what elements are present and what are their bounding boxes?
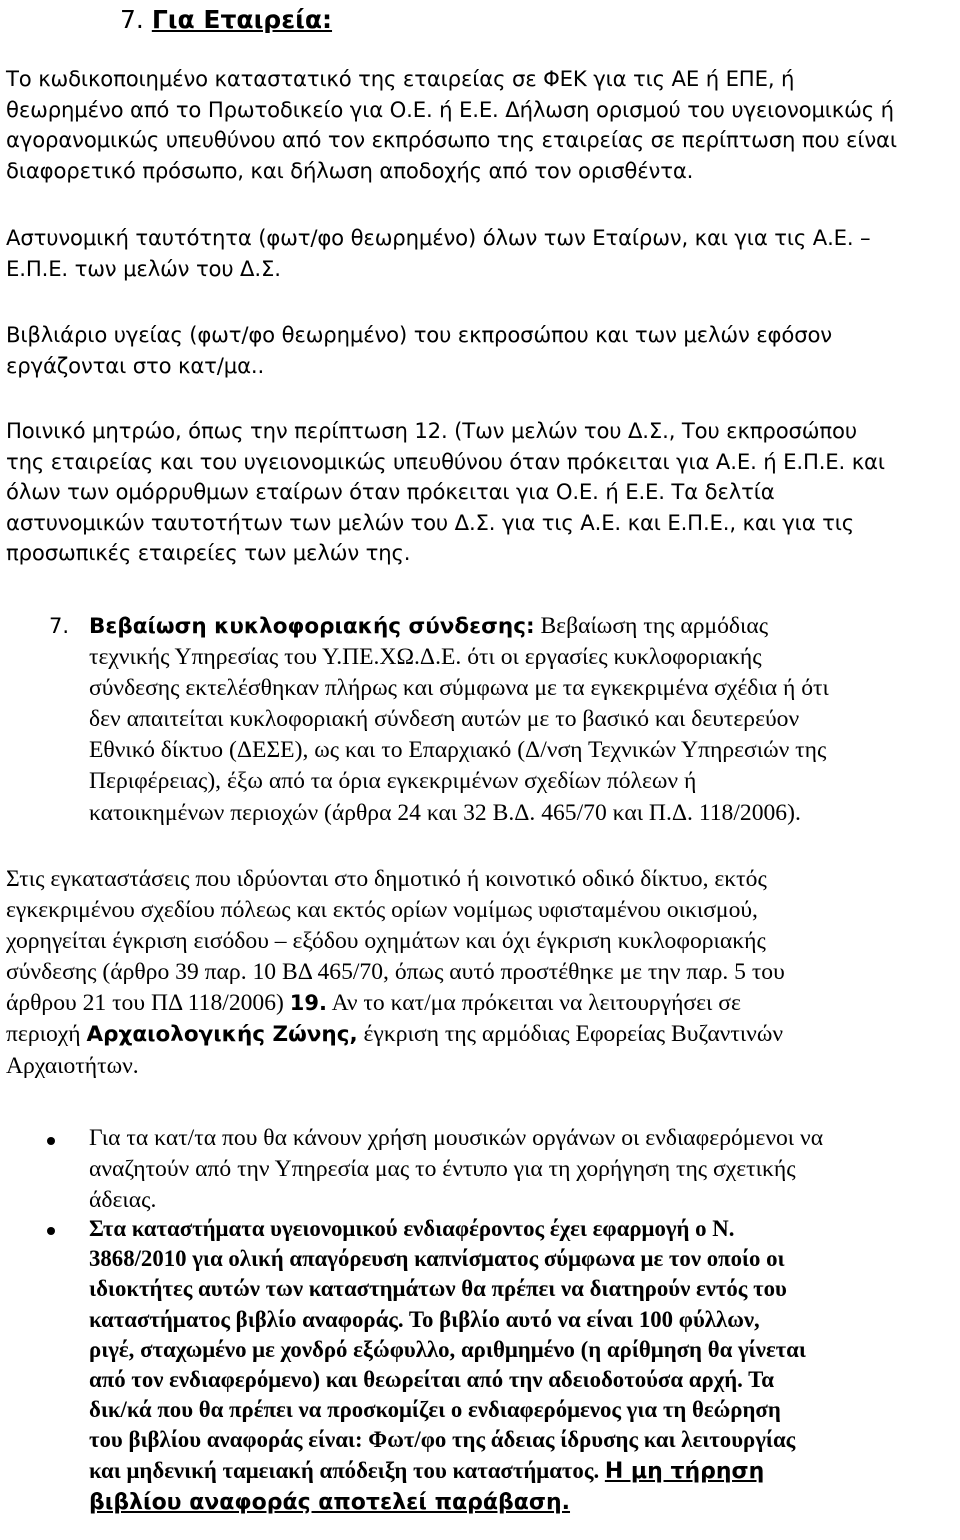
violation-warning: Η μη τήρηση [604, 1458, 765, 1484]
text-line: κατοικημένων περιοχών (άρθρα 24 και 32 Β.Δ. 465/70 και Π.Δ. 118/2006). [89, 799, 801, 826]
text-line: Εθνικό δίκτυο (ΔΕΣΕ), ως και το Επαρχιακό (Δ/νση Τεχνικών Υπηρεσιών της [89, 737, 827, 764]
music-instruments-item [89, 1123, 823, 1216]
text-fragment: περιοχή [6, 1021, 87, 1048]
text-line: χορηγείται έγκριση εισόδου – εξόδου οχημάτων και όχι έγκριση κυκλοφοριακής [6, 928, 766, 955]
text-line: Στα καταστήματα υγειονομικού ενδιαφέροντος έχει εφαρμογή ο Ν. [89, 1216, 735, 1241]
text-line: καταστήματος βιβλίο αναφοράς. Το βιβλίο αυτό να είναι 100 φύλλων, [89, 1306, 760, 1332]
text-line: όλων των ομόρρυθμων εταίρων όταν πρόκειται για Ο.Ε. ή Ε.Ε. Τα δελτία [6, 479, 775, 505]
text-line: προσωπικές εταιρείες των μελών της. [6, 540, 411, 566]
health-book-paragraph [6, 320, 832, 381]
text-line: σύνδεσης εκτελέσθηκαν πλήρως και σύμφωνα με τα εγκεκριμένα σχέδια ή ότι [89, 675, 829, 702]
text-line: ριγέ, σταχωμένο με χονδρό εξώφυλλο, αριθμημένο (η αρίθμηση θα γίνεται [89, 1336, 806, 1362]
text-line: Αρχαιοτήτων. [6, 1052, 139, 1079]
text-line: του βιβλίου αναφοράς είναι: Φωτ/φο της άδειας ίδρυσης και λειτουργίας [89, 1427, 796, 1453]
section-heading [120, 2, 332, 38]
text-fragment: Βεβαίωση της αρμόδιας [534, 613, 769, 639]
text-line: Το κωδικοποιημένο καταστατικό της εταιρείας σε ΦΕΚ για τις ΑΕ ή ΕΠΕ, ή [6, 66, 795, 91]
traffic-connection-paragraph [89, 611, 829, 829]
text-line: εργάζονται στο κατ/μα.. [6, 352, 265, 378]
traffic-item-number: 7. [49, 614, 70, 638]
installations-paragraph [6, 864, 785, 1082]
text-line: διαφορετικό πρόσωπο, και δήλωση αποδοχής από τον ορισθέντα. [6, 157, 694, 183]
text-line: δεν απαιτείται κυκλοφοριακή σύνδεση αυτών με το βασικό και δευτερεύον [89, 706, 800, 733]
section-title: Για Εταιρεία: [151, 5, 333, 34]
text-line: τεχνικής Υπηρεσίας του Υ.ΠΕ.ΧΩ.Δ.Ε. ότι οι εργασίες κυκλοφοριακής [89, 644, 762, 671]
item-number-19: 19. [289, 991, 327, 1016]
text-line: Περιφέρειας), έξω από τα όρια εγκεκριμένων σχεδίων πόλεων ή [89, 768, 697, 795]
section-number: 7. [120, 5, 144, 34]
text-line: Ε.Π.Ε. των μελών του Δ.Σ. [6, 255, 281, 281]
bullet-icon [47, 1137, 55, 1145]
text-line: άδειας. [89, 1187, 157, 1214]
archaeological-zone: Αρχαιολογικής Ζώνης, [86, 1022, 358, 1048]
violation-warning: βιβλίου αναφοράς αποτελεί παράβαση. [89, 1489, 571, 1515]
text-line: Βιβλιάριο υγείας (φωτ/φο θεωρημένο) του εκπροσώπου και των μελών εφόσον [6, 322, 832, 347]
text-line: 3868/2010 για ολική απαγόρευση καπνίσματος σύμφωνα με τον οποίο οι [89, 1246, 785, 1272]
text-line: της εταιρείας και του υγειονομικώς υπευθύνου όταν πρόκειται για Α.Ε. ή Ε.Π.Ε. και [6, 448, 885, 474]
text-line: από τον ενδιαφερόμενο) και θεωρείται από την αδειοδοτούσα αρχή. Τα [89, 1367, 774, 1393]
text-line: θεωρημένο από το Πρωτοδικείο για Ο.Ε. ή Ε.Ε. Δήλωση ορισμού του υγειονομικώς ή [6, 96, 894, 122]
text-line: αστυνομικών ταυτοτήτων των μελών του Δ.Σ. για τις Α.Ε. και Ε.Π.Ε., και για τις [6, 509, 855, 535]
text-line: αναζητούν από την Υπηρεσία μας το έντυπο για τη χορήγηση της σχετικής [89, 1156, 796, 1183]
criminal-record-paragraph [6, 416, 885, 569]
text-line: Στις εγκαταστάσεις που ιδρύονται στο δημοτικό ή κοινοτικό οδικό δίκτυο, εκτός [6, 866, 767, 892]
company-documents-paragraph [6, 64, 897, 186]
text-line: ιδιοκτήτες αυτών των καταστημάτων θα πρέπει να διατηρούν εντός του [89, 1276, 787, 1302]
text-fragment: άρθρου 21 του ΠΔ 118/2006) [6, 990, 290, 1017]
text-line: σύνδεσης (άρθρο 39 παρ. 10 ΒΔ 465/70, όπως αυτό προστέθηκε με την παρ. 5 του [6, 959, 785, 986]
police-id-paragraph [6, 223, 871, 284]
text-line: Ποινικό μητρώο, όπως την περίπτωση 12. (Των μελών του Δ.Σ., Του εκπροσώπου [6, 418, 857, 443]
text-fragment: Αν το κατ/μα πρόκειται να λειτουργήσει σε [326, 990, 741, 1017]
text-line: Για τα κατ/τα που θα κάνουν χρήση μουσικών οργάνων οι ενδιαφερόμενοι να [89, 1125, 824, 1151]
smoking-ban-item [89, 1214, 806, 1518]
traffic-title: Βεβαίωση κυκλοφοριακής σύνδεσης: [89, 614, 535, 639]
text-line: Αστυνομική ταυτότητα (φωτ/φο θεωρημένο) όλων των Εταίρων, και για τις Α.Ε. – [6, 225, 871, 250]
text-line: αγορανομικώς υπευθύνου από τον εκπρόσωπο της εταιρείας σε περίπτωση που είναι [6, 127, 897, 153]
text-line: δικ/κά που θα πρέπει να προσκομίζει ο ενδιαφερόμενος για τη θεώρηση [89, 1397, 781, 1423]
text-fragment: έγκριση της αρμόδιας Εφορείας Βυζαντινών [357, 1021, 784, 1048]
text-line: εγκεκριμένου σχεδίου πόλεως και εκτός ορίων νομίμως υφισταμένου οικισμού, [6, 897, 758, 924]
text-fragment: και μηδενική ταμειακή απόδειξη του καταστήματος. [89, 1457, 605, 1483]
bullet-icon [47, 1227, 55, 1235]
